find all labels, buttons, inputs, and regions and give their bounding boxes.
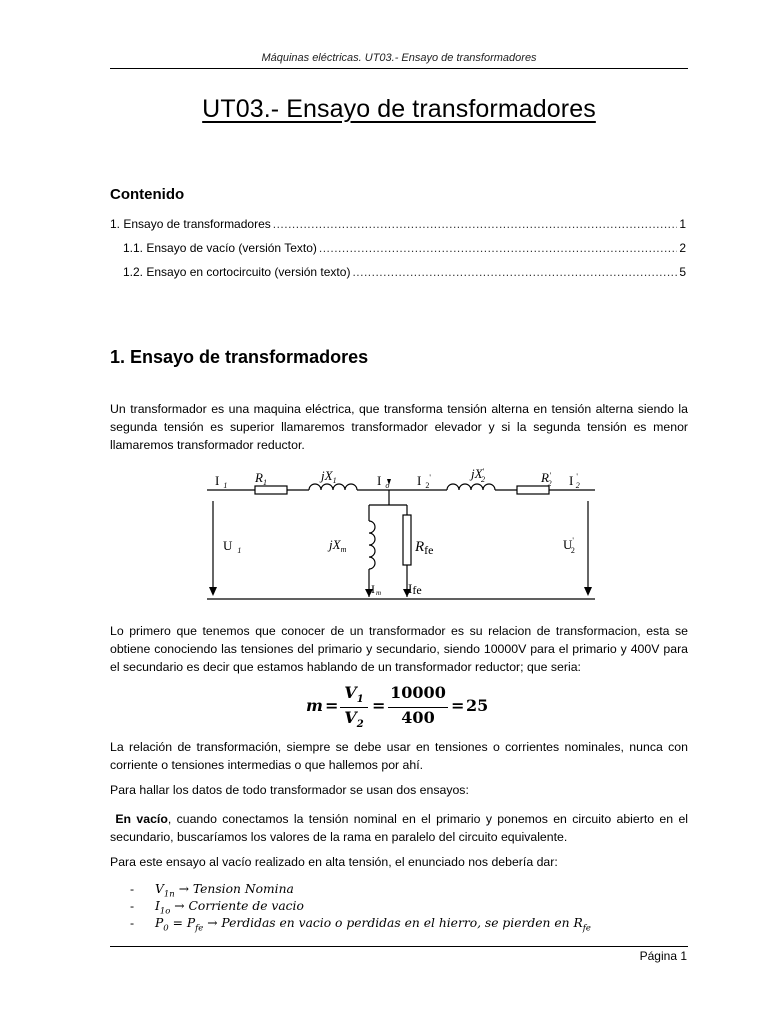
paragraph-nominal: La relación de transformación, siempre se debe usar en tensiones o corrientes nominales, nunca con corriente o tensiones intermedias o que hallemos por ahí. bbox=[110, 740, 688, 772]
label-jx2-prime: jX' 2 bbox=[471, 466, 486, 484]
toc-entry-label: 1. Ensayo de transformadores bbox=[110, 217, 271, 231]
label-jx1: $jX_1$ bbox=[321, 468, 337, 485]
fraction-numerator: 10000 bbox=[390, 683, 446, 702]
list-item: - $V_{1n}$ → Tension Nomina bbox=[130, 881, 591, 898]
toc-entry-1-1[interactable] bbox=[123, 241, 686, 257]
section-heading: 1. Ensayo de transformadores bbox=[110, 347, 369, 367]
paragraph-ratio: Lo primero que tenemos que conocer de un transformador es su relacion de transformacion, esta se obtiene conociendo las tensiones del primario y secundario, siendo 10000V para el primario y 400V para el secundario es decir que estamos hablando de un transformador reductor; que seria: bbox=[110, 624, 688, 674]
paragraph-no-load bbox=[110, 810, 688, 846]
toc-leader bbox=[352, 265, 677, 279]
fraction-numerator: $V_1$ bbox=[344, 683, 364, 706]
label-ife: Ife bbox=[408, 581, 422, 597]
toc-heading: Contenido bbox=[110, 186, 185, 203]
label-r1: $R_1$ bbox=[255, 470, 267, 487]
label-u2-prime: U' 2 bbox=[563, 536, 575, 555]
formula-m: m bbox=[306, 696, 323, 715]
toc-entry-page: 1 bbox=[679, 217, 686, 231]
fraction-denominator: 400 bbox=[401, 708, 435, 727]
footer-rule bbox=[110, 946, 688, 947]
toc-leader bbox=[319, 241, 677, 255]
label-i2-prime-right: I ' 2 bbox=[569, 472, 580, 490]
toc-entry-1-2[interactable] bbox=[123, 265, 686, 281]
list-item: - $P_0 = P_{fe}$ → Perdidas en vacio o perdidas en el hierro, se pierden en $R_{fe}$ bbox=[130, 915, 591, 932]
paragraph-high-voltage: Para este ensayo al vacío realizado en alta tensión, el enunciado nos debería dar: bbox=[110, 855, 558, 869]
list-item: - $I_{1o}$ → Corriente de vacio bbox=[130, 898, 591, 915]
label-r2-prime: R' 2 bbox=[541, 470, 552, 488]
label-i2-prime: I $_2$' bbox=[417, 473, 431, 490]
fraction-10000-400 bbox=[388, 683, 448, 729]
arrow-head bbox=[584, 587, 592, 596]
no-load-test-data-list bbox=[130, 881, 591, 932]
toc-entry-1[interactable] bbox=[110, 217, 686, 233]
no-load-description: , cuando conectamos la tensión nominal en el primario y ponemos en circuito abierto en el secundario, buscaríamos los valores de la rama en paralelo del circuito equivalente. bbox=[110, 812, 689, 844]
formula-equals: = bbox=[451, 696, 465, 715]
header-rule bbox=[110, 68, 688, 69]
inductor-jxm bbox=[369, 521, 375, 569]
running-header: Máquinas eléctricas. UT03.- Ensayo de transformadores bbox=[261, 52, 537, 64]
toc-entry-label: 1.1. Ensayo de vacío (versión Texto) bbox=[123, 241, 317, 255]
paragraph-two-tests: Para hallar los datos de todo transformador se usan dos ensayos: bbox=[110, 783, 469, 797]
page-number: Página 1 bbox=[639, 949, 687, 963]
label-im: Im bbox=[371, 582, 382, 597]
formula-equals: = bbox=[372, 696, 386, 715]
resistor-r2 bbox=[517, 486, 549, 494]
equivalent-circuit-diagram bbox=[205, 465, 605, 605]
label-i0: I $_o$ bbox=[377, 473, 390, 490]
label-rfe: $R_{fe}$ bbox=[415, 539, 434, 557]
toc-entry-page: 2 bbox=[679, 241, 686, 255]
label-u1: U $_1$ bbox=[223, 538, 242, 555]
transformation-ratio-formula bbox=[300, 683, 500, 729]
toc-leader bbox=[273, 217, 678, 231]
document-title: UT03.- Ensayo de transformadores bbox=[202, 95, 596, 123]
label-jxm: $jX_m$ bbox=[329, 537, 347, 554]
formula-equals: = bbox=[325, 696, 339, 715]
inductor-jx2 bbox=[447, 484, 495, 490]
resistor-r1 bbox=[255, 486, 287, 494]
fraction-v1-v2 bbox=[340, 683, 368, 729]
arrow-head bbox=[209, 587, 217, 596]
paragraph-intro: Un transformador es una maquina eléctrica, que transforma tensión alterna en tensión alterna siendo la segunda tensión es superior llamaremos transformador elevador y si la segunda tensión es menor llamaremos transformador reductor. bbox=[110, 402, 688, 452]
no-load-term: En vacío bbox=[115, 812, 168, 826]
resistor-rfe bbox=[403, 515, 411, 565]
toc-entry-label: 1.2. Ensayo en cortocircuito (versión texto) bbox=[123, 265, 351, 279]
fraction-denominator: $V_2$ bbox=[344, 708, 364, 731]
toc-entry-page: 5 bbox=[679, 265, 686, 279]
formula-result: 25 bbox=[466, 696, 489, 715]
label-i1: I $_1$ bbox=[215, 473, 228, 490]
